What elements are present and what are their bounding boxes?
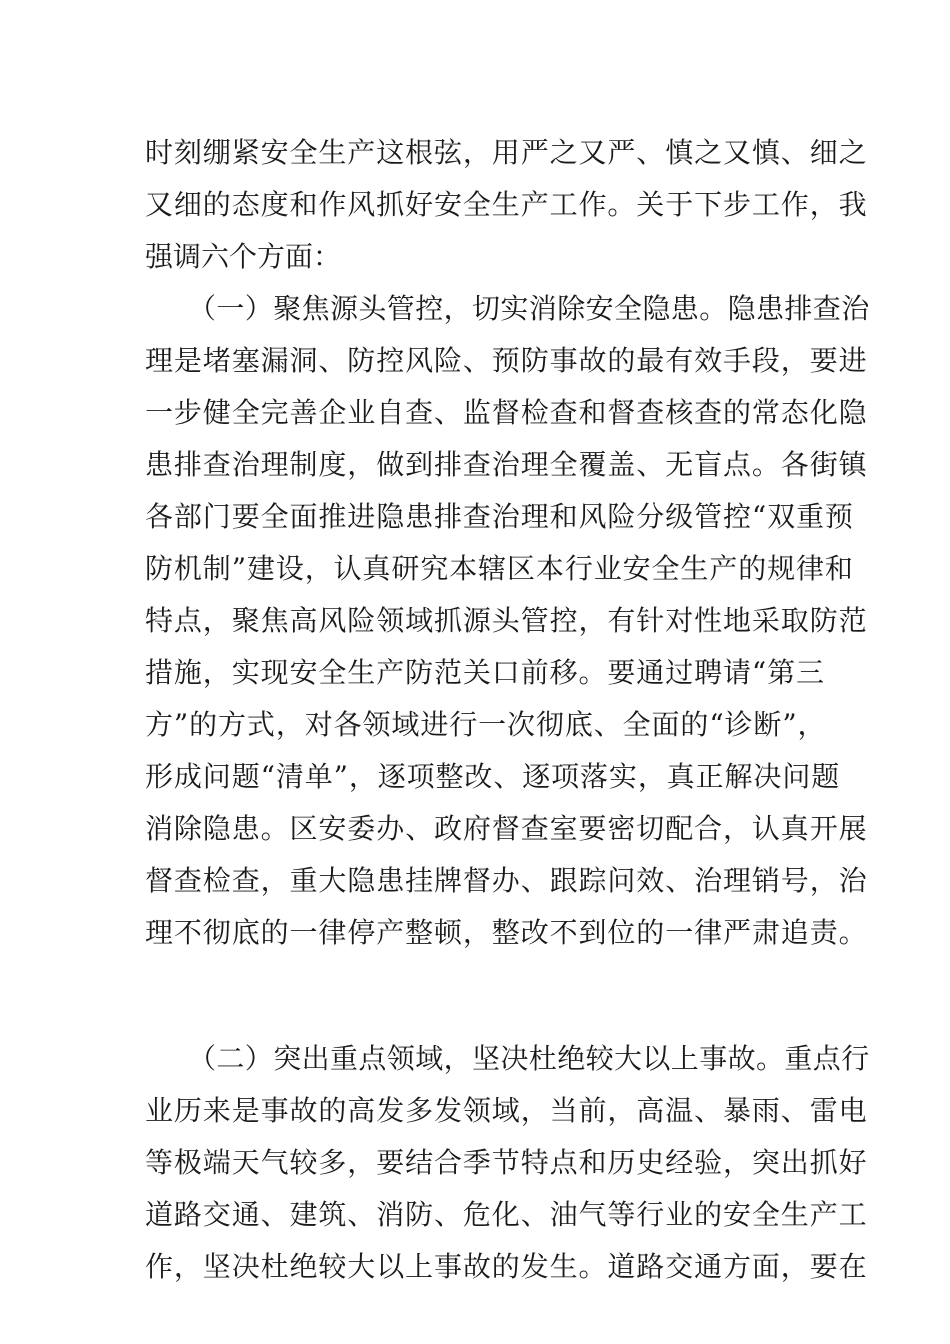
text-line-2: 又细的态度和作风抓好安全生产工作。关于下步工作，我	[145, 188, 868, 221]
text-line-10: 特点，聚焦高风险领域抓源头管控，有针对性地采取防范	[145, 604, 868, 637]
text-line-15: 督查检查，重大隐患挂牌督办、跟踪问效、治理销号，治	[145, 864, 868, 897]
text-line-16: 理不彻底的一律停产整顿，整改不到位的一律严肃追责。	[145, 916, 868, 949]
text-line-8: 各部门要全面推进隐患排查治理和风险分级管控“双重预	[145, 500, 854, 533]
text-line-9: 防机制”建设，认真研究本辖区本行业安全生产的规律和	[145, 552, 854, 585]
text-line-7: 患排查治理制度，做到排查治理全覆盖、无盲点。各街镇	[145, 448, 868, 481]
text-line-5: 理是堵塞漏洞、防控风险、预防事故的最有效手段，要进	[145, 344, 868, 377]
paragraph-2-heading-line: （二）突出重点领域，坚决杜绝较大以上事故。重点行	[188, 1042, 870, 1075]
text-line-6: 一步健全完善企业自查、监督检查和督查核查的常态化隐	[145, 396, 868, 429]
text-line-14: 消除隐患。区安委办、政府督查室要密切配合，认真开展	[145, 812, 868, 845]
text-line-3: 强调六个方面：	[145, 240, 342, 273]
text-line-18: 业历来是事故的高发多发领域，当前，高温、暴雨、雷电	[145, 1094, 868, 1127]
text-line-1: 时刻绷紧安全生产这根弦，用严之又严、慎之又慎、细之	[145, 136, 868, 169]
text-line-21: 作，坚决杜绝较大以上事故的发生。道路交通方面，要在	[145, 1250, 868, 1283]
paragraph-1-heading-line: （一）聚焦源头管控，切实消除安全隐患。隐患排查治	[188, 292, 870, 325]
text-line-19: 等极端天气较多，要结合季节特点和历史经验，突出抓好	[145, 1146, 868, 1179]
text-line-20: 道路交通、建筑、消防、危化、油气等行业的安全生产工	[145, 1198, 868, 1231]
text-line-11: 措施，实现安全生产防范关口前移。要通过聘请“第三	[145, 656, 825, 689]
text-line-12: 方”的方式，对各领域进行一次彻底、全面的“诊断”，	[145, 708, 827, 741]
text-line-13: 形成问题“清单”，逐项整改、逐项落实，真正解决问题	[145, 760, 841, 793]
